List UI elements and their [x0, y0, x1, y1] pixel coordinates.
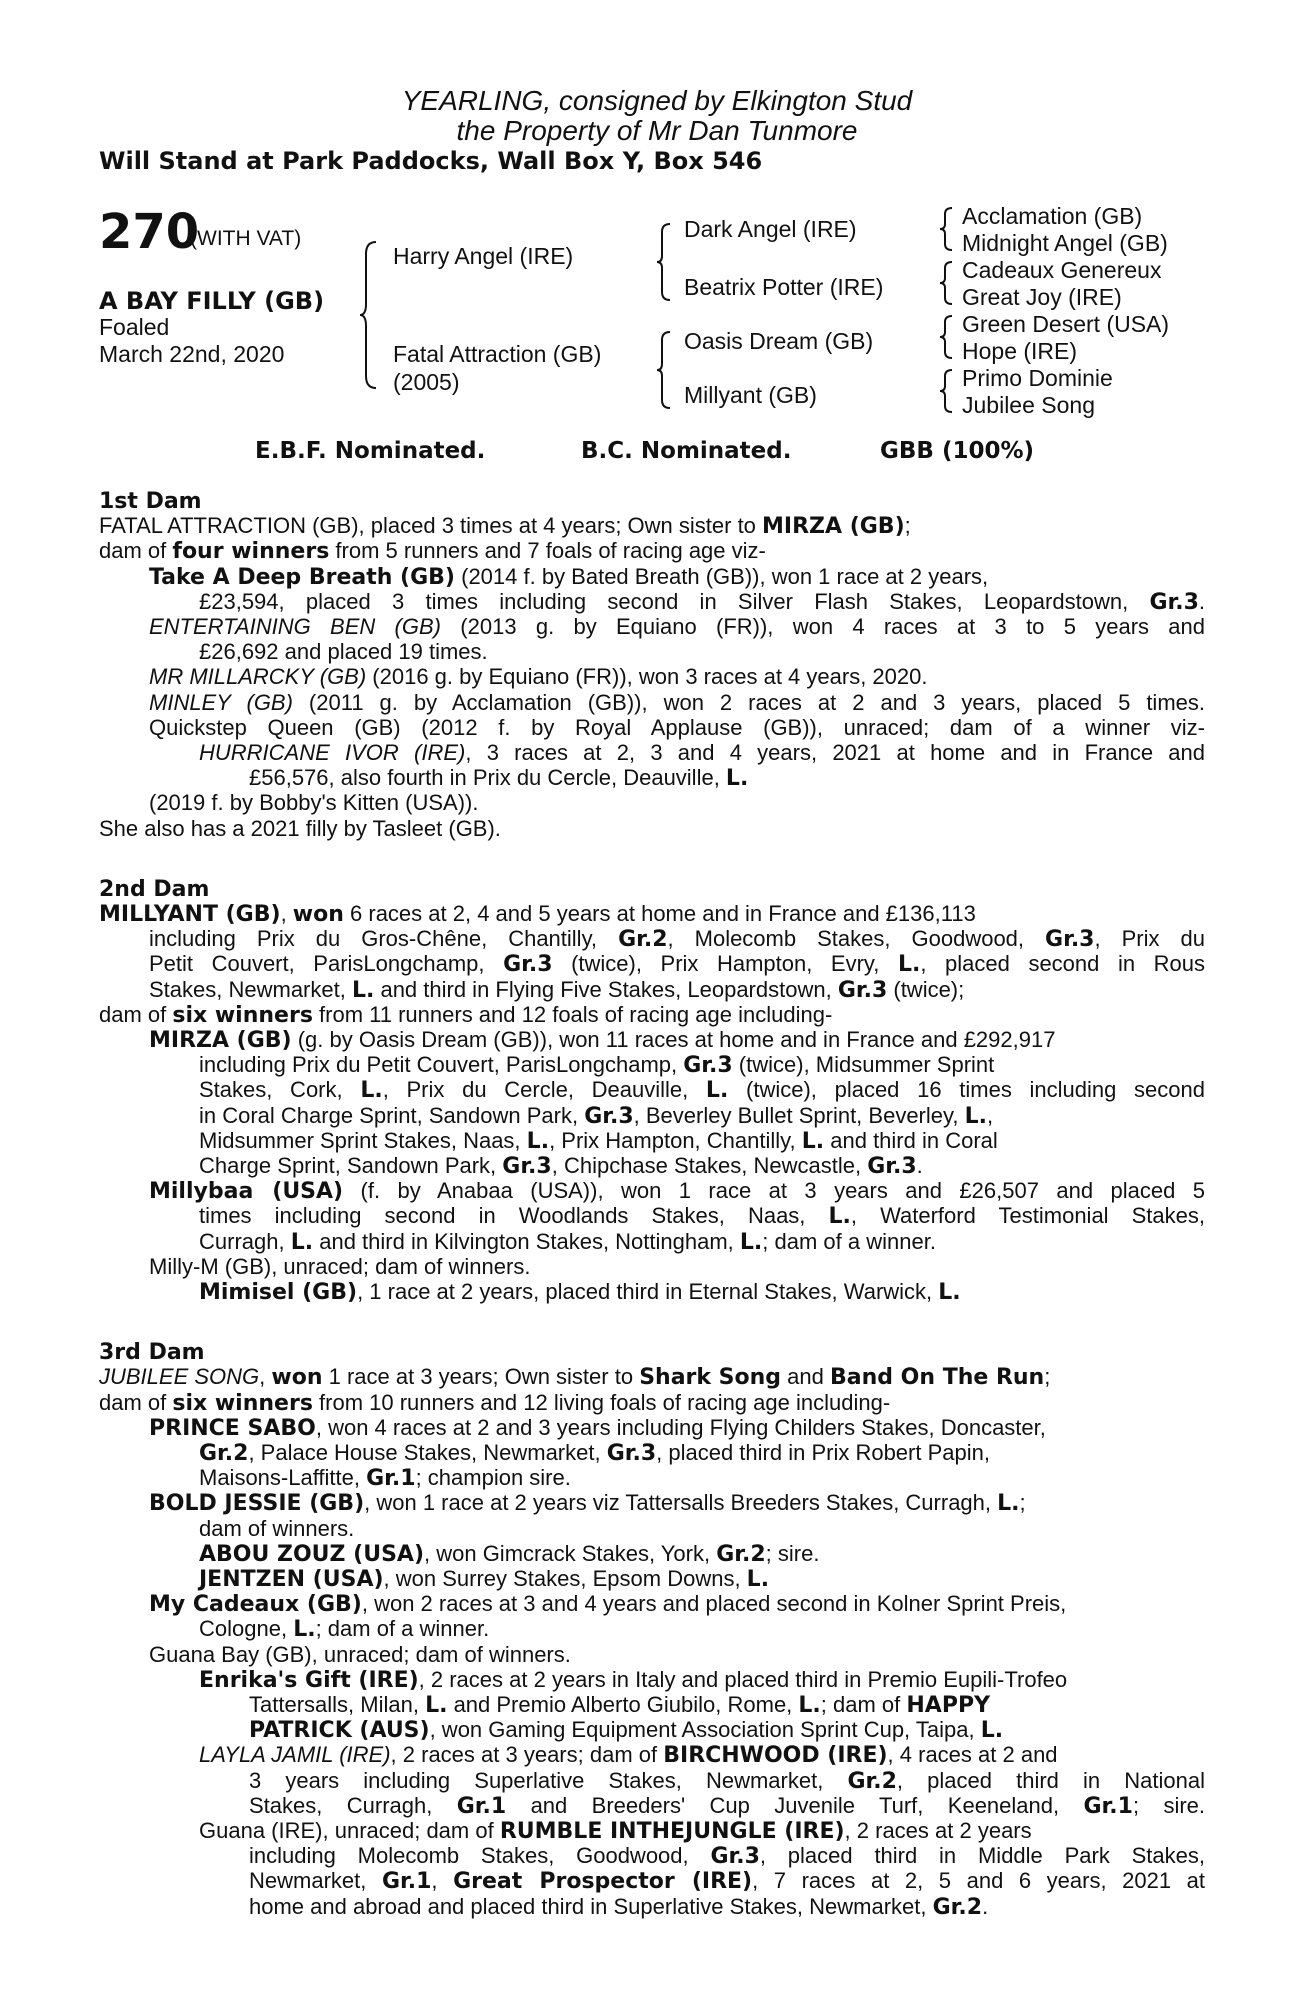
record-line: Stakes, Newmarket, L. and third in Flying Five Stakes, Leopardstown, Gr.3 (twice); — [149, 976, 965, 1003]
pedigree-sire-dam: Beatrix Potter (IRE) — [684, 274, 884, 300]
record-line: She also has a 2021 filly by Tasleet (GB). — [99, 815, 501, 841]
record-line: Guana Bay (GB), unraced; dam of winners. — [149, 1641, 571, 1667]
pedigree-g4: Great Joy (IRE) — [962, 284, 1122, 310]
record-line: Tattersalls, Milan, L. and Premio Alberto Giubilo, Rome, L.; dam of HAPPY — [249, 1692, 991, 1718]
record-line: including Prix du Petit Couvert, ParisLongchamp, Gr.3 (twice), Midsummer Sprint — [199, 1052, 995, 1079]
pedigree-dam-year: (2005) — [393, 369, 460, 395]
pedigree-sire-sire: Dark Angel (IRE) — [684, 216, 857, 242]
record-line: PATRICK (AUS), won Gaming Equipment Association Sprint Cup, Taipa, L. — [249, 1717, 1004, 1744]
stand-location: Will Stand at Park Paddocks, Wall Box Y, Box 546 — [99, 147, 763, 175]
record-line: Cologne, L.; dam of a winner. — [199, 1616, 490, 1643]
record-line: £56,576, also fourth in Prix du Cercle, Deauville, L. — [249, 765, 749, 792]
record-line: including Prix du Gros-Chêne, Chantilly, Gr.2, Molecomb Stakes, Goodwood, Gr.3, Prix du — [149, 926, 1205, 953]
record-line: LAYLA JAMIL (IRE), 2 races at 3 years; dam of BIRCHWOOD (IRE), 4 races at 2 and — [199, 1742, 1058, 1769]
gbb-rating: GBB (100%) — [880, 438, 1035, 464]
record-line: Quickstep Queen (GB) (2012 f. by Royal Applause (GB)), unraced; dam of a winner viz- — [149, 714, 1205, 740]
record-line: Midsummer Sprint Stakes, Naas, L., Prix Hampton, Chantilly, L. and third in Coral — [199, 1127, 998, 1154]
record-line: Newmarket, Gr.1, Great Prospector (IRE), 7 races at 2, 5 and 6 years, 2021 at — [249, 1868, 1205, 1895]
record-line: JENTZEN (USA), won Surrey Stakes, Epsom Downs, L. — [199, 1566, 770, 1592]
record-line: Millybaa (USA) (f. by Anabaa (USA)), won 1 race at 3 years and £26,507 and placed 5 — [149, 1178, 1205, 1205]
record-line: Mimisel (GB), 1 race at 2 years, placed third in Eternal Stakes, Warwick, L. — [199, 1279, 961, 1305]
record-line: Milly-M (GB), unraced; dam of winners. — [149, 1253, 531, 1279]
record-line: dam of winners. — [199, 1515, 355, 1541]
record-line: Stakes, Cork, L., Prix du Cercle, Deauville, L. (twice), placed 16 times including second — [199, 1077, 1205, 1104]
record-line: £23,594, placed 3 times including second in Silver Flash Stakes, Leopardstown, Gr.3. — [199, 588, 1205, 615]
pedigree-sire: Harry Angel (IRE) — [393, 243, 574, 269]
record-line: (2019 f. by Bobby's Kitten (USA)). — [149, 790, 479, 816]
record-line: Petit Couvert, ParisLongchamp, Gr.3 (twice), Prix Hampton, Evry, L., placed second in Rous — [149, 951, 1205, 978]
section-heading: 3rd Dam — [99, 1340, 205, 1366]
record-line: Gr.2, Palace House Stakes, Newmarket, Gr.3, placed third in Prix Robert Papin, — [199, 1440, 990, 1466]
pedigree-brace-g4 — [940, 368, 954, 414]
record-line: My Cadeaux (GB), won 2 races at 3 and 4 years and placed second in Kolner Sprint Preis, — [149, 1591, 1067, 1618]
pedigree-g5: Green Desert (USA) — [962, 311, 1170, 337]
pedigree-brace-dam — [657, 330, 673, 410]
bc-nomination: B.C. Nominated. — [581, 438, 792, 464]
record-line: Take A Deep Breath (GB) (2014 f. by Bated Breath (GB)), won 1 race at 2 years, — [149, 563, 989, 590]
pedigree-g8: Jubilee Song — [962, 392, 1095, 418]
section-heading: 2nd Dam — [99, 876, 210, 902]
record-line: times including second in Woodlands Stakes, Naas, L., Waterford Testimonial Stakes, — [199, 1203, 1206, 1230]
record-line: in Coral Charge Sprint, Sandown Park, Gr.3, Beverley Bullet Sprint, Beverley, L., — [199, 1102, 994, 1129]
record-line: ABOU ZOUZ (USA), won Gimcrack Stakes, York, Gr.2; sire. — [199, 1540, 820, 1567]
pedigree-brace-sire — [657, 222, 673, 302]
horse-name: A BAY FILLY (GB) — [99, 287, 325, 315]
vat-note: (WITH VAT) — [190, 227, 302, 250]
pedigree-g6: Hope (IRE) — [962, 338, 1078, 364]
record-line: MIRZA (GB) (g. by Oasis Dream (GB)), won 11 races at home and in France and £292,917 — [149, 1027, 1056, 1053]
record-line: BOLD JESSIE (GB), won 1 race at 2 years viz Tattersalls Breeders Stakes, Curragh, L.; — [149, 1490, 1026, 1517]
pedigree-brace-g3 — [940, 314, 954, 360]
pedigree-brace-g2 — [940, 260, 954, 306]
record-line: Stakes, Curragh, Gr.1 and Breeders' Cup Juvenile Turf, Keeneland, Gr.1; sire. — [249, 1792, 1206, 1819]
record-line: 3 years including Superlative Stakes, Newmarket, Gr.2, placed third in National — [249, 1767, 1205, 1794]
record-line: PRINCE SABO, won 4 races at 2 and 3 years including Flying Childers Stakes, Doncaster, — [149, 1414, 1046, 1441]
consignor-line: YEARLING, consigned by Elkington Stud — [401, 85, 913, 116]
section-heading: 1st Dam — [99, 489, 202, 514]
foaled-label: Foaled — [99, 314, 170, 340]
record-line: Guana (IRE), unraced; dam of RUMBLE INTHEJUNGLE (IRE), 2 races at 2 years — [199, 1818, 1032, 1844]
record-line: dam of four winners from 5 runners and 7 foals of racing age viz- — [99, 538, 766, 565]
pedigree-g2: Midnight Angel (GB) — [962, 230, 1168, 256]
ebf-nomination: E.B.F. Nominated. — [255, 438, 486, 464]
record-line: MINLEY (GB) (2011 g. by Acclamation (GB)), won 2 races at 2 and 3 years, placed 5 times. — [149, 689, 1205, 715]
pedigree-dam-sire: Oasis Dream (GB) — [684, 328, 874, 354]
record-line: Maisons-Laffitte, Gr.1; champion sire. — [199, 1465, 571, 1492]
record-line: JUBILEE SONG, won 1 race at 3 years; Own sister to Shark Song and Band On The Run; — [99, 1364, 1051, 1391]
record-line: Charge Sprint, Sandown Park, Gr.3, Chipchase Stakes, Newcastle, Gr.3. — [199, 1153, 923, 1179]
record-line: including Molecomb Stakes, Goodwood, Gr.3, placed third in Middle Park Stakes, — [249, 1843, 1206, 1870]
record-line: ENTERTAINING BEN (GB) (2013 g. by Equiano (FR)), won 4 races at 3 to 5 years and — [149, 614, 1206, 639]
pedigree-brace-g1 — [940, 206, 954, 252]
record-line: Enrika's Gift (IRE), 2 races at 2 years in Italy and placed third in Premio Eupili-Trofeo — [199, 1666, 1068, 1693]
record-line: dam of six winners from 10 runners and 12 living foals of racing age including- — [99, 1389, 891, 1416]
record-line: Curragh, L. and third in Kilvington Stakes, Nottingham, L.; dam of a winner. — [199, 1228, 936, 1255]
record-line: home and abroad and placed third in Superlative Stakes, Newmarket, Gr.2. — [249, 1893, 989, 1920]
record-line: £26,692 and placed 19 times. — [199, 639, 488, 665]
pedigree-g1: Acclamation (GB) — [962, 203, 1143, 229]
pedigree-dam: Fatal Attraction (GB) — [393, 341, 602, 367]
property-line: the Property of Mr Dan Tunmore — [456, 115, 858, 146]
pedigree-g3: Cadeaux Genereux — [962, 257, 1162, 283]
pedigree-dam-dam: Millyant (GB) — [684, 382, 817, 408]
pedigree-g7: Primo Dominie — [962, 365, 1113, 391]
record-line: HURRICANE IVOR (IRE), 3 races at 2, 3 and 4 years, 2021 at home and in France and — [199, 740, 1206, 765]
pedigree-brace-main — [360, 240, 380, 390]
foaled-date: March 22nd, 2020 — [99, 341, 285, 367]
record-line: MR MILLARCKY (GB) (2016 g. by Equiano (FR)), won 3 races at 4 years, 2020. — [149, 664, 928, 690]
record-line: MILLYANT (GB), won 6 races at 2, 4 and 5 years at home and in France and £136,113 — [99, 901, 976, 927]
record-line: dam of six winners from 11 runners and 12 foals of racing age including- — [99, 1001, 833, 1028]
record-line: FATAL ATTRACTION (GB), placed 3 times at 4 years; Own sister to MIRZA (GB); — [99, 513, 911, 540]
lot-number: 270 — [99, 204, 200, 260]
